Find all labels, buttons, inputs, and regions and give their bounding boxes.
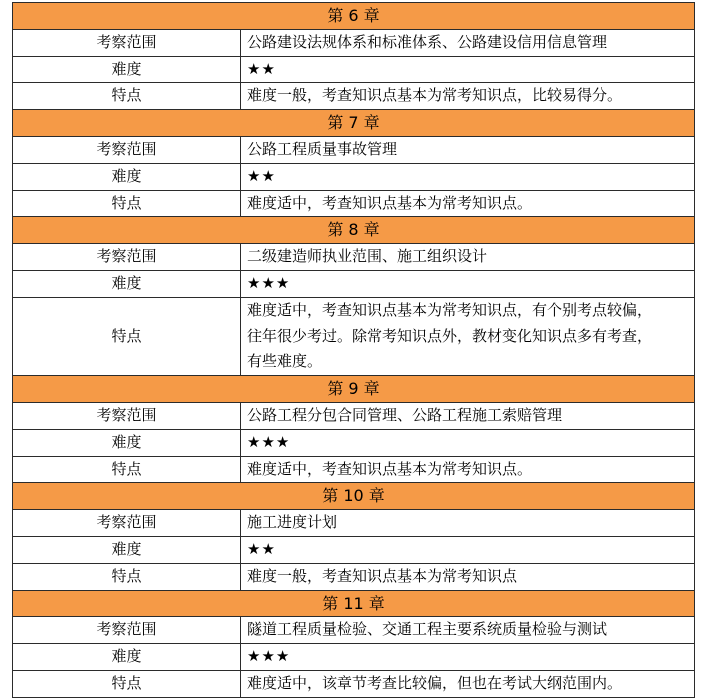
scope-value: 公路建设法规体系和标准体系、公路建设信用信息管理 [241, 29, 695, 56]
features-label: 特点 [13, 190, 241, 217]
features-line: 难度适中，考查知识点基本为常考知识点。 [247, 459, 533, 478]
features-line: 难度一般，考查知识点基本为常考知识点，比较易得分。 [247, 86, 623, 105]
scope-label: 考察范围 [13, 510, 241, 537]
features-label: 特点 [13, 297, 241, 375]
features-value [241, 670, 695, 697]
chapter-title: 第 8 章 [13, 217, 695, 244]
chapter-title: 第 6 章 [13, 3, 695, 30]
chapter-header-row [13, 110, 695, 137]
features-value [241, 83, 695, 110]
scope-row [13, 402, 695, 429]
features-value [241, 297, 695, 375]
difficulty-label: 难度 [13, 270, 241, 297]
features-label: 特点 [13, 670, 241, 697]
difficulty-label: 难度 [13, 163, 241, 190]
features-row [13, 190, 695, 217]
scope-value: 公路工程质量事故管理 [241, 136, 695, 163]
difficulty-row [13, 163, 695, 190]
features-label: 特点 [13, 563, 241, 590]
features-row [13, 297, 695, 375]
difficulty-row [13, 429, 695, 456]
features-row [13, 670, 695, 697]
features-line: 难度适中，该章节考查比较偏，但也在考试大纲范围内。 [247, 673, 623, 692]
exam-chapter-table [12, 2, 694, 698]
chapter-header-row [13, 483, 695, 510]
features-line: 难度适中，考查知识点基本为常考知识点，有个别考点较偏， [247, 300, 653, 319]
difficulty-stars: ★★ [241, 536, 695, 563]
difficulty-stars: ★★★ [241, 429, 695, 456]
scope-label: 考察范围 [13, 136, 241, 163]
scope-row [13, 510, 695, 537]
scope-value: 二级建造师执业范围、施工组织设计 [241, 244, 695, 271]
features-row [13, 563, 695, 590]
difficulty-label: 难度 [13, 644, 241, 671]
difficulty-label: 难度 [13, 536, 241, 563]
features-line: 往年很少考过。除常考知识点外，教材变化知识点多有考查， [247, 326, 653, 345]
features-row [13, 456, 695, 483]
features-row [13, 83, 695, 110]
difficulty-row [13, 644, 695, 671]
features-label: 特点 [13, 83, 241, 110]
chapter-title: 第 9 章 [13, 376, 695, 403]
scope-row [13, 244, 695, 271]
features-value [241, 456, 695, 483]
difficulty-row [13, 536, 695, 563]
difficulty-row [13, 56, 695, 83]
chapter-title: 第 11 章 [13, 590, 695, 617]
features-line: 难度一般，考查知识点基本为常考知识点 [247, 566, 518, 585]
features-label: 特点 [13, 456, 241, 483]
scope-row [13, 617, 695, 644]
difficulty-label: 难度 [13, 429, 241, 456]
scope-label: 考察范围 [13, 617, 241, 644]
features-line: 有些难度。 [247, 352, 323, 371]
chapter-header-row [13, 590, 695, 617]
scope-label: 考察范围 [13, 402, 241, 429]
scope-row [13, 136, 695, 163]
difficulty-label: 难度 [13, 56, 241, 83]
table-body [13, 3, 695, 698]
chapter-header-row [13, 217, 695, 244]
chapter-header-row [13, 3, 695, 30]
scope-label: 考察范围 [13, 244, 241, 271]
scope-label: 考察范围 [13, 29, 241, 56]
features-value [241, 563, 695, 590]
chapter-header-row [13, 376, 695, 403]
chapter-title: 第 10 章 [13, 483, 695, 510]
scope-value: 隧道工程质量检验、交通工程主要系统质量检验与测试 [241, 617, 695, 644]
features-value [241, 190, 695, 217]
scope-row [13, 29, 695, 56]
features-line: 难度适中，考查知识点基本为常考知识点。 [247, 193, 533, 212]
chapter-title: 第 7 章 [13, 110, 695, 137]
chapter-table [12, 2, 695, 698]
difficulty-stars: ★★★ [241, 644, 695, 671]
scope-value: 施工进度计划 [241, 510, 695, 537]
difficulty-stars: ★★ [241, 56, 695, 83]
difficulty-stars: ★★ [241, 163, 695, 190]
difficulty-row [13, 270, 695, 297]
scope-value: 公路工程分包合同管理、公路工程施工索赔管理 [241, 402, 695, 429]
difficulty-stars: ★★★ [241, 270, 695, 297]
